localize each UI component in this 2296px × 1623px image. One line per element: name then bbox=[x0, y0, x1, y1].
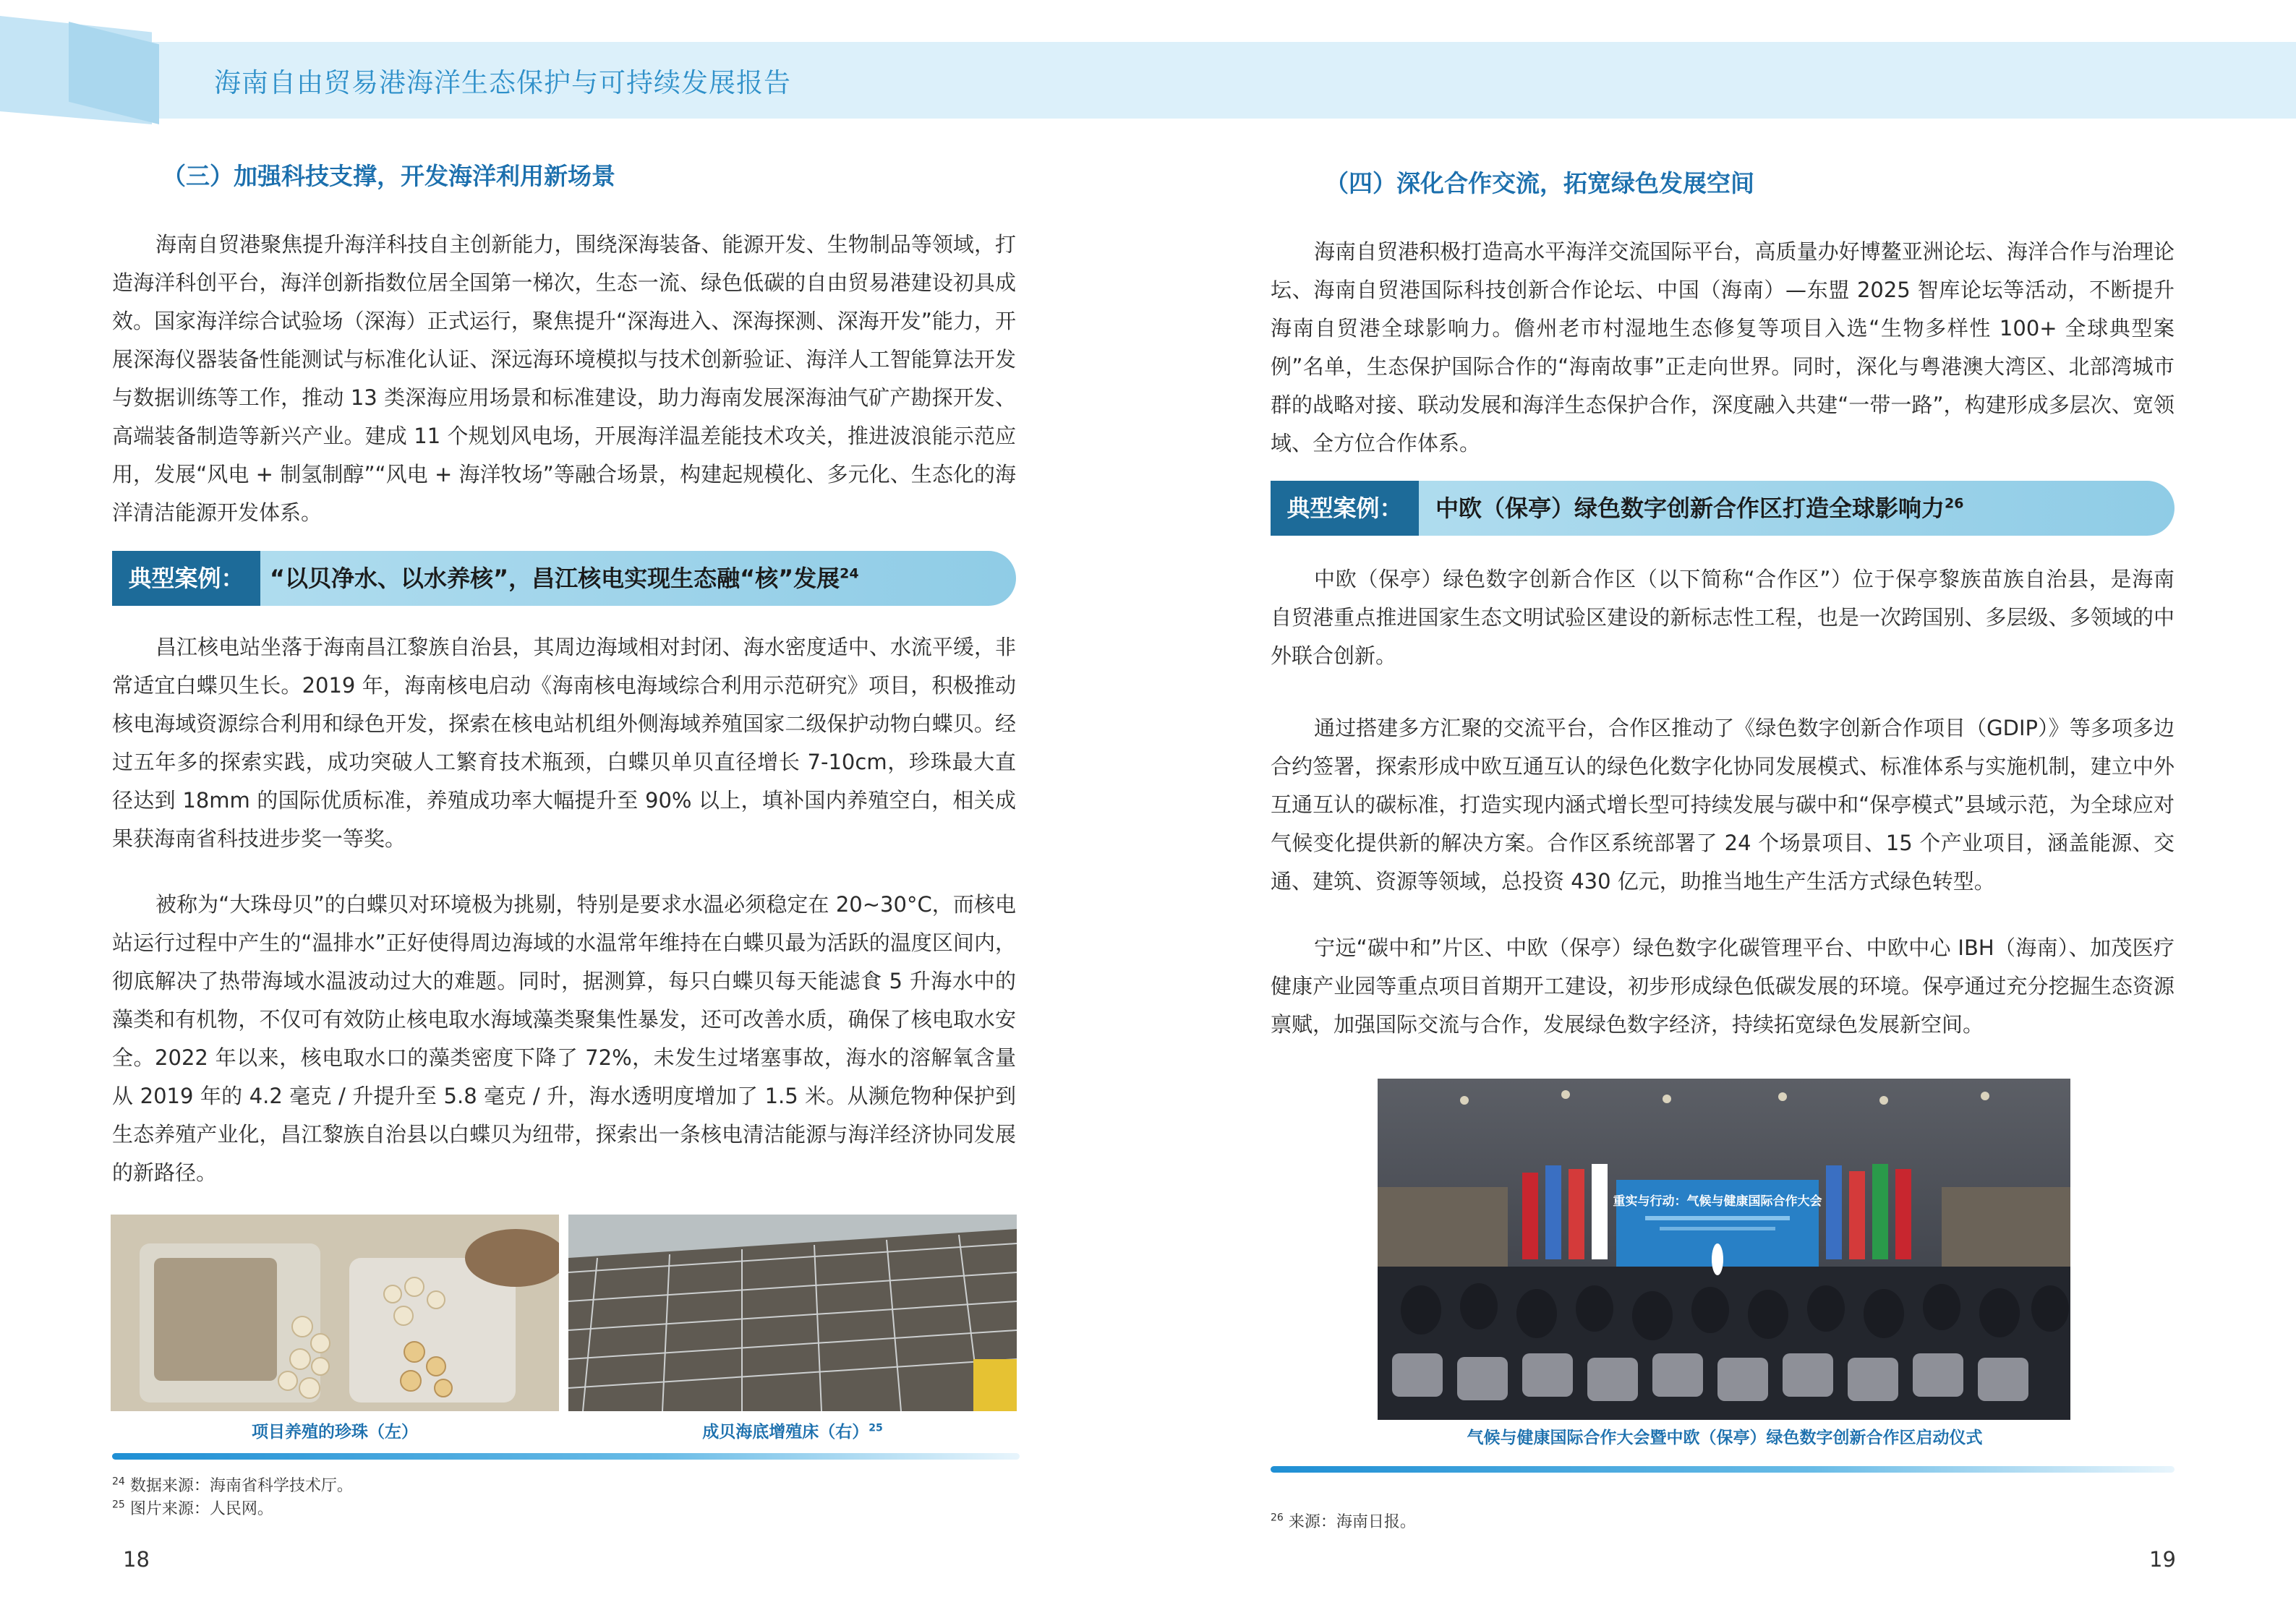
culture-bed-photo-caption bbox=[568, 1418, 1017, 1442]
footnote-rule-left bbox=[112, 1453, 1020, 1460]
footnote-26 bbox=[1271, 1509, 1416, 1532]
footnote-25-text: 图片来源：人民网。 bbox=[129, 1500, 273, 1518]
case-banner-left bbox=[112, 551, 1016, 606]
case-title-right-ref: 26 bbox=[1945, 495, 1964, 512]
footnote-26-ref: 26 bbox=[1271, 1512, 1284, 1524]
left-intro-paragraph: 海南自贸港聚焦提升海洋科技自主创新能力，围绕深海装备、能源开发、生物制品等领域，打造海洋科创平台，海洋创新指数位居全国第一梯次，生态一流、绿色低碳的自由贸易港建设初具成效。国家海洋综合试验场（深海）正式运行，聚焦提升“深海进入、深海探测、深海开发”能力，开展深海仪器装备性能测试与标准化认证、深远海环境模拟与技术创新验证、海洋人工智能算法开发与数据训练等工作，推动 13 类深海应用场景和标准建设，助力海南发展深海油气矿产勘探开发、高端装备制造等新兴产业。建成 11 个规划风电场，开展海洋温差能技术攻关，推进波浪能示范应用，发展“风电 + 制氢制醇”“风电 + 海洋牧场”等融合场景，构建起规模化、多元化、生态化的海洋清洁能源开发体系。 bbox=[112, 232, 1016, 525]
section-heading-left: （三）加强科技支撑，开发海洋利用新场景 bbox=[162, 162, 615, 190]
culture-bed-photo bbox=[568, 1215, 1017, 1411]
footnote-rule-right bbox=[1271, 1466, 2175, 1473]
case-banner-right bbox=[1271, 481, 2175, 536]
footnote-25-ref: 25 bbox=[112, 1499, 125, 1511]
left-case-paragraph-2: 被称为“大珠母贝”的白蝶贝对环境极为挑剔，特别是要求水温必须稳定在 20~30°C，而核电站运行过程中产生的“温排水”正好使得周边海域的水温常年维持在白蝶贝最为活跃的温度区间内，彻底解决了热带海域水温波动过大的难题。同时，据测算，每只白蝶贝每天能滤食 5 升海水中的藻类和有机物，不仅可有效防止核电取水海域藻类聚集性暴发，还可改善水质，确保了核电取水安全。2022 年以来，核电取水口的藻类密度下降了 72%，未发生过堵塞事故，海水的溶解氧含量从 2019 年的 4.2 毫克 / 升提升至 5.8 毫克 / 升，海水透明度增加了 1.5 米。从濒危物种保护到生态养殖产业化，昌江黎族自治县以白蝶贝为纽带，探索出一条核电清洁能源与海洋经济协同发展的新路径。 bbox=[112, 892, 1016, 1185]
right-case-paragraph-2: 通过搭建多方汇聚的交流平台，合作区推动了《绿色数字创新合作项目（GDIP）》等多项多边合约签署，探索形成中欧互通互认的绿色化数字化协同发展模式、标准体系与实施机制，建立中外互通互认的碳标准，打造实现内涵式增长型可持续发展与碳中和“保亭模式”县域示范，为全球应对气候变化提供新的解决方案。合作区系统部署了 24 个场景项目、15 个产业项目，涵盖能源、交通、建筑、资源等领域，总投资 430 亿元，助推当地生产生活方式绿色转型。 bbox=[1271, 716, 2175, 894]
footnote-24-text: 数据来源：海南省科学技术厅。 bbox=[129, 1477, 353, 1495]
left-case-paragraph-1: 昌江核电站坐落于海南昌江黎族自治县，其周边海域相对封闭、海水密度适中、水流平缓，非常适宜白蝶贝生长。2019 年，海南核电启动《海南核电海域综合利用示范研究》项目，积极推动核电海域资源综合利用和绿色开发，探索在核电站机组外侧海域养殖国家二级保护动物白蝶贝。经过五年多的探索实践，成功突破人工繁育技术瓶颈，白蝶贝单贝直径增长 7-10cm，珍珠最大直径达到 18mm 的国际优质标准，养殖成功率大幅提升至 90% 以上，填补国内养殖空白，相关成果获海南省科技进步奖一等奖。 bbox=[112, 635, 1016, 851]
conference-photo-caption: 气候与健康国际合作大会暨中欧（保亭）绿色数字创新合作区启动仪式 bbox=[1467, 1429, 1983, 1447]
case-tag-left: 典型案例： bbox=[112, 551, 260, 606]
right-intro-paragraph: 海南自贸港积极打造高水平海洋交流国际平台，高质量办好博鳌亚洲论坛、海洋合作与治理论坛、海南自贸港国际科技创新合作论坛、中国（海南）—东盟 2025 智库论坛等活动，不断提升海南自贸港全球影响力。儋州老市村湿地生态修复等项目入选“生物多样性 100+ 全球典型案例”名单，生态保护国际合作的“海南故事”正走向世界。同时，深化与粤港澳大湾区、北部湾城市群的战略对接、联动发展和海洋生态保护合作，深度融入共建“一带一路”，构建形成多层次、宽领域、全方位合作体系。 bbox=[1271, 239, 2175, 455]
culture-bed-caption-text: 成贝海底增殖床（右） bbox=[702, 1423, 869, 1442]
conference-photo bbox=[1378, 1079, 2070, 1420]
footnote-24 bbox=[112, 1473, 353, 1496]
footnote-26-text: 来源：海南日报。 bbox=[1288, 1513, 1416, 1531]
report-title: 海南自由贸易港海洋生态保护与可持续发展报告 bbox=[214, 67, 791, 98]
culture-bed-caption-ref: 25 bbox=[869, 1422, 883, 1434]
page-number-right: 19 bbox=[2149, 1547, 2176, 1572]
section-heading-right: （四）深化合作交流，拓宽绿色发展空间 bbox=[1325, 169, 1754, 197]
case-title-left-ref: 24 bbox=[840, 565, 859, 582]
case-tag-right: 典型案例： bbox=[1271, 481, 1419, 536]
case-title-right bbox=[1435, 481, 1963, 536]
case-title-left bbox=[270, 551, 859, 606]
right-case-paragraph-1: 中欧（保亭）绿色数字创新合作区（以下简称“合作区”）位于保亭黎族苗族自治县，是海南自贸港重点推进国家生态文明试验区建设的新标志性工程，也是一次跨国别、多层级、多领域的中外联合创新。 bbox=[1271, 567, 2175, 668]
culture-bed-photo-illustration bbox=[568, 1215, 1017, 1411]
page-number-left: 18 bbox=[123, 1547, 150, 1572]
right-case-paragraph-3: 宁远“碳中和”片区、中欧（保亭）绿色数字化碳管理平台、中欧中心 IBH（海南）、加茂医疗健康产业园等重点项目首期开工建设，初步形成绿色低碳发展的环境。保亭通过充分挖掘生态资源禀赋，加强国际交流与合作，发展绿色数字经济，持续拓宽绿色发展新空间。 bbox=[1271, 935, 2175, 1037]
conference-photo-illustration bbox=[1378, 1079, 2070, 1420]
footnote-24-ref: 24 bbox=[112, 1476, 125, 1488]
case-title-left-text: “以贝净水、以水养核”，昌江核电实现生态融“核”发展 bbox=[270, 565, 840, 592]
case-title-right-text: 中欧（保亭）绿色数字创新合作区打造全球影响力 bbox=[1435, 494, 1945, 522]
pearls-photo-illustration bbox=[111, 1215, 559, 1411]
pearls-photo-caption: 项目养殖的珍珠（左） bbox=[252, 1423, 418, 1442]
stage-banner-title: 重实与行动：气候与健康国际合作大会 bbox=[1613, 1194, 1822, 1209]
pearls-photo bbox=[111, 1215, 559, 1411]
footnote-25 bbox=[112, 1496, 273, 1519]
